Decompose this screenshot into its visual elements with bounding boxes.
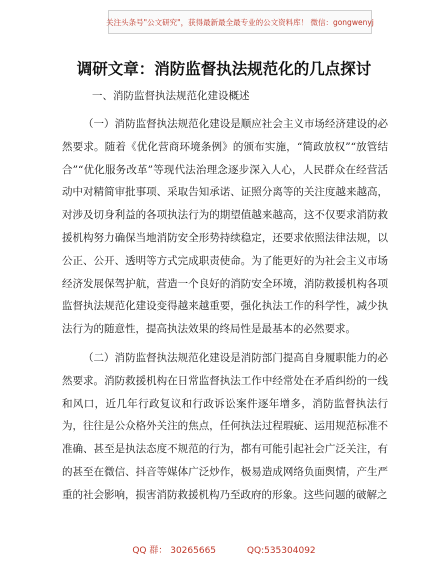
document-title: 调研文章：消防监督执法规范化的几点探讨 bbox=[76, 60, 372, 78]
footer-qq: QQ:535304092 bbox=[246, 546, 316, 556]
footer bbox=[0, 543, 448, 556]
section-heading: 一、消防监督执法规范化建设概述 bbox=[92, 90, 250, 102]
promo-banner: 关注头条号"公文研究"，获得最新最全最专业的公文资料库！ 微信：gongwenyj bbox=[108, 10, 372, 34]
document-body bbox=[62, 113, 388, 513]
paragraph: （一）消防监督执法规范化建设是顺应社会主义市场经济建设的必然要求。随着《优化营商环境条例》的颁布实施，“简政放权”“放管结合”“优化服务改革”等现代法治理念逐步深入人心，人民群众在经营活动中对精简审批事项、采取告知承诺、证照分离等的关注度越来越高，对涉及切身利益的各项执法行为的期望值越来越高，这不仅要求消防救援机构努力确保当地消防安全形势持续稳定，还要求依照法律法规，以公正、公开、透明等方式完成职责使命。为了能更好的为社会主义市场经济发展保驾护航，营造一个良好的消防安全环境，消防救援机构各项监督执法规范化建设变得越来越重要，强化执法工作的科学性，减少执法行为的随意性，提高执法效果的终局性是最基本的必然要求。 bbox=[62, 118, 388, 336]
footer-qq-group: QQ 群： 30265665 bbox=[132, 546, 217, 556]
paragraph: （二）消防监督执法规范化建设是消防部门提高自身履职能力的必然要求。消防救援机构在日常监督执法工作中经常处在矛盾纠纷的一线和风口，近几年行政复议和行政诉讼案件逐年增多，消防监督执法行为，往往是公众格外关注的焦点，任何执法过程瑕疵、运用规范标准不准确、甚至是执法态度不规范的行为，都有可能引起社会广泛关注，有的甚至在微信、抖音等媒体广泛炒作，极易造成网络负面舆情，产生严重的社会影响，损害消防救援机构乃至政府的形象。这些问题的破解之 bbox=[62, 351, 388, 501]
